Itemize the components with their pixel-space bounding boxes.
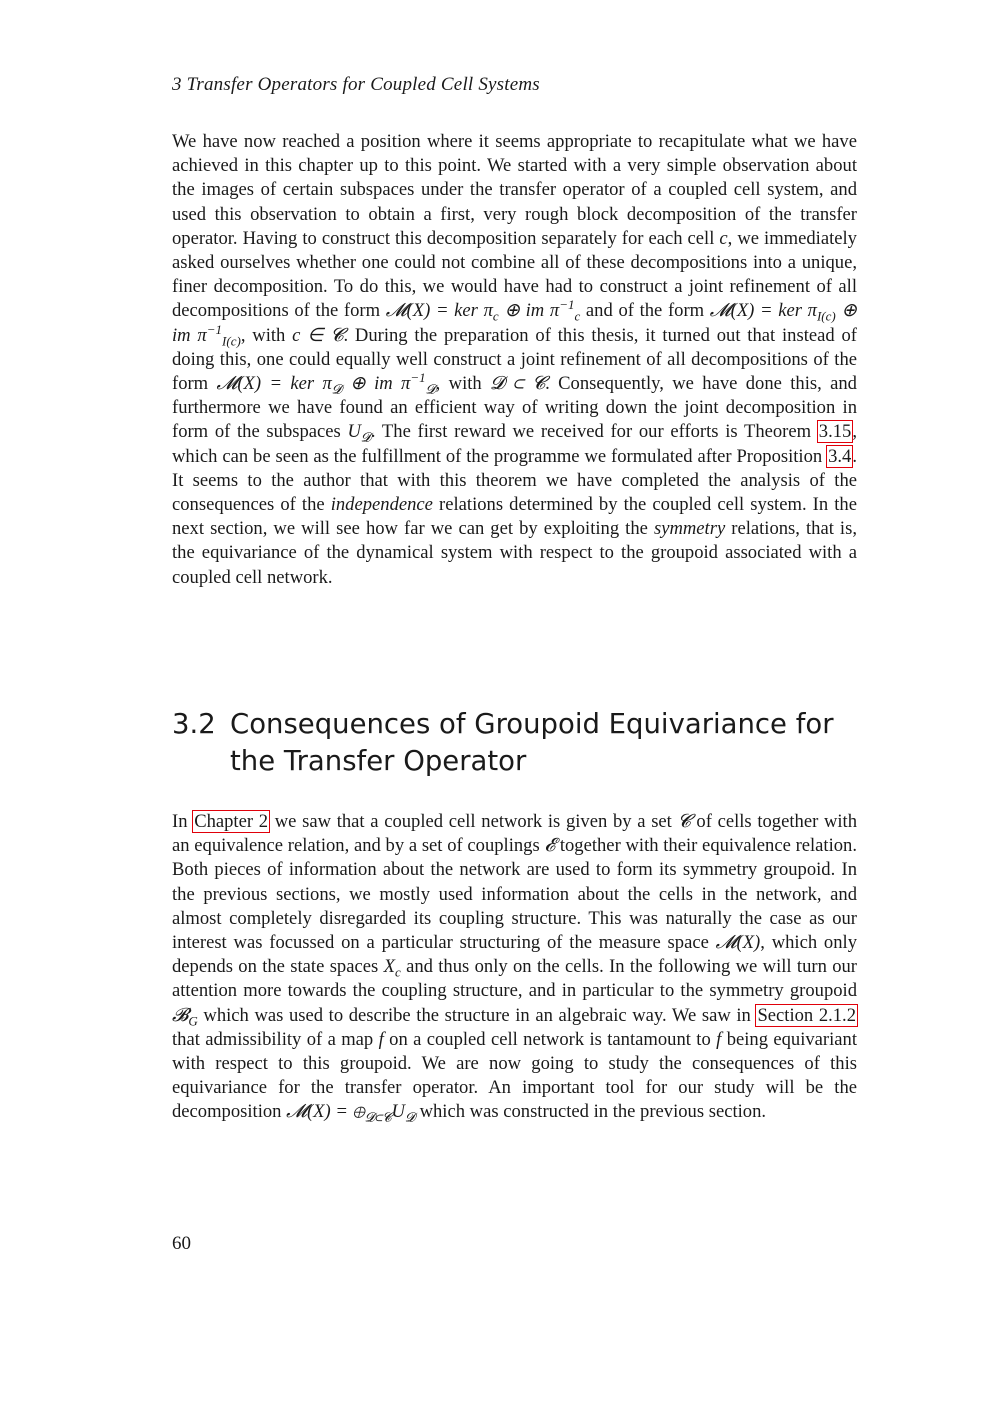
- text: In: [172, 811, 194, 832]
- math-part: X: [383, 956, 395, 978]
- text: . Consequently, we have done this, and furthermore we have found an efficient way of writing down the joint decomposition in form of the subspaces: [172, 373, 857, 443]
- math-sub: c: [574, 309, 581, 325]
- text: and of the form: [580, 300, 710, 322]
- math-expr: 𝓓 ⊂ 𝓒: [490, 373, 546, 395]
- math-expr: [172, 1004, 198, 1029]
- math-sub: c: [394, 964, 401, 980]
- math-sub: 𝓓⊂𝓒: [364, 1110, 392, 1126]
- emphasis-independence: independence: [330, 494, 433, 516]
- math-part: 𝓜(X) = ker π: [709, 300, 817, 322]
- math-part: 𝓜(X) = ⊕: [286, 1101, 365, 1123]
- math-part: U: [391, 1101, 405, 1123]
- text: on a coupled cell network is tantamount to: [383, 1028, 717, 1050]
- math-expr: [286, 1101, 415, 1126]
- math-sub: 𝓓: [331, 381, 342, 397]
- text: . The first reward we received for our efforts is Theorem: [370, 421, 818, 443]
- paragraph-recap: [172, 130, 857, 590]
- text: which was constructed in the previous section.: [414, 1101, 767, 1123]
- section-title-line2: the Transfer Operator: [230, 745, 527, 777]
- text: , which can be seen as the fulfillment of the programme we formulated after Proposition: [172, 421, 857, 467]
- emphasis-symmetry: symmetry: [653, 518, 726, 540]
- math-part: 𝓜(X) = ker π: [216, 373, 332, 395]
- proposition-link[interactable]: 3.4: [828, 445, 852, 467]
- text: , with: [240, 324, 293, 346]
- math-sup: −1: [559, 297, 575, 313]
- math-sub: I(c): [816, 309, 836, 325]
- math-sub: G: [188, 1013, 198, 1029]
- math-sup: −1: [410, 369, 426, 385]
- text: we saw that a coupled cell network is given by a set: [269, 811, 678, 832]
- math-expr: [216, 369, 436, 397]
- text: of cells together with an equivalence relation, and by a set of couplings: [172, 811, 858, 857]
- text: together with their equivalence relation. Both pieces of information about the network are used to form its symmetry groupoid. In the previous sections, we mostly used information about the cells in the network, and almost completely disregarded its coupling structure. This was naturally the case as our interest was focussed on a particular structuring of the measure space: [172, 835, 858, 954]
- math-sub: 𝓓: [404, 1110, 415, 1126]
- math-expr: [347, 421, 371, 446]
- math-expr: f: [378, 1028, 384, 1050]
- math-part: 𝓜(X) = ker π: [385, 300, 493, 322]
- math-expr: c ∈ 𝓒: [292, 324, 344, 346]
- math-part: ⊕ im π: [498, 300, 560, 322]
- text: which was used to describe the structure in an algebraic way. We saw in: [197, 1004, 757, 1026]
- math-sub: 𝓓: [360, 430, 371, 446]
- math-expr: 𝓒: [677, 811, 691, 832]
- text: relations, that is, the equivariance of the dynamical system with respect to the groupoid associated with a coupled cell network.: [172, 518, 857, 588]
- math-expr: [383, 956, 401, 980]
- theorem-link[interactable]: 3.15: [818, 421, 852, 443]
- text: We have now reached a position where it seems appropriate to recapitulate what we have achieved in this chapter up to this point. We started with a very simple observation about the images of certain subspaces under the transfer operator of a coupled cell system, and used this observation to obtain a first, very rough block decomposition of the transfer operator. Having to construct this decomposition separately for each cell: [172, 131, 857, 249]
- section-number: 3.2: [172, 708, 216, 740]
- math-expr: f: [716, 1028, 722, 1050]
- running-head: 3 Transfer Operators for Coupled Cell Systems: [172, 74, 540, 95]
- section-title-line1: Consequences of Groupoid Equivariance for: [230, 708, 834, 740]
- math-expr: 𝓔: [544, 835, 556, 857]
- text: and thus only on the cells. In the following we will turn our attention more towards the coupling structure, and in particular to the symmetry groupoid: [172, 956, 857, 1002]
- text: that admissibility of a map: [172, 1028, 379, 1050]
- text: relations determined by the coupled cell system. In the next section, we will see how far we can get by exploiting the: [172, 494, 857, 540]
- math-part: 𝓑: [172, 1004, 189, 1026]
- page-number: 60: [172, 1233, 191, 1254]
- math-sub: c: [492, 309, 499, 325]
- math-sub: I(c): [222, 333, 241, 349]
- math-expr: [385, 297, 581, 325]
- text: , which only depends on the state spaces: [172, 932, 857, 978]
- section-heading: [172, 706, 862, 780]
- text: . During the preparation of this thesis, it turned out that instead of doing this, one could equally well construct a joint refinement of all decompositions of the form: [172, 324, 857, 395]
- text: , with: [435, 373, 491, 395]
- math-expr: 𝓜(X): [715, 932, 761, 954]
- math-part: U: [347, 421, 361, 443]
- chapter-link[interactable]: Chapter 2: [194, 811, 269, 832]
- math-var-c: c: [719, 227, 728, 249]
- paragraph-intro: [172, 810, 857, 1125]
- math-sub: 𝓓: [425, 381, 436, 397]
- text: . It seems to the author that with this theorem we have completed the analysis of the consequences of the: [172, 445, 857, 516]
- math-part: ⊕ im π: [172, 300, 857, 346]
- math-part: ⊕ im π: [341, 373, 411, 395]
- section-link[interactable]: Section 2.1.2: [757, 1004, 857, 1026]
- math-sup: −1: [206, 321, 223, 337]
- text: , we immediately asked ourselves whether one could not combine all of these decompositions into a unique, finer decomposition. To do this, we would have had to construct a joint refinement of all decompositions of the form: [172, 227, 857, 322]
- text: being equivariant with respect to this groupoid. We are now going to study the consequences of this equivariance for the transfer operator. An important tool for our study will be the decomposition: [172, 1028, 858, 1123]
